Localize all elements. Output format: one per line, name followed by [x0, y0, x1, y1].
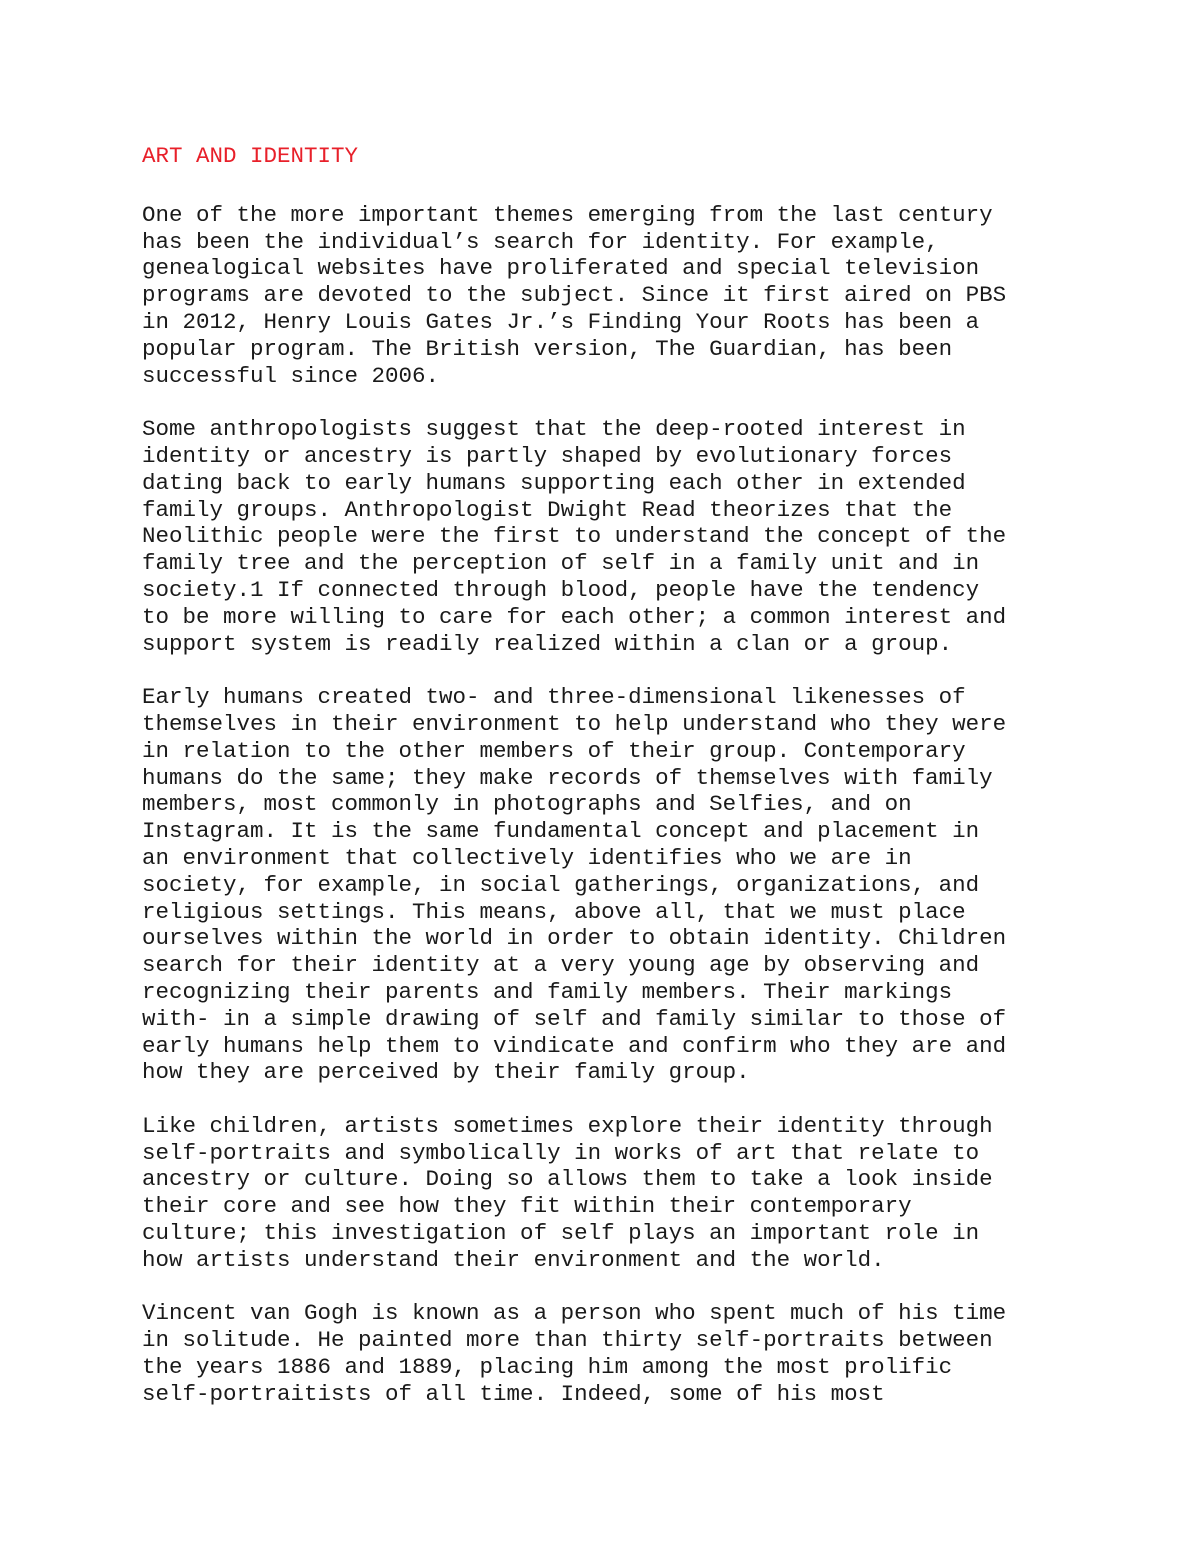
text-line: how they are perceived by their family group. — [142, 1059, 750, 1086]
text-line: family groups. Anthropologist Dwight Read theorizes that the — [142, 496, 953, 523]
text-line: the years 1886 and 1889, placing him among the most prolific — [142, 1354, 953, 1381]
text-line: recognizing their parents and family members. Their markings — [142, 978, 953, 1005]
text-line: genealogical websites have proliferated and special television — [142, 255, 980, 282]
text-line: identity or ancestry is partly shaped by evolutionary forces — [142, 442, 953, 469]
text-line: with- in a simple drawing of self and family similar to those of — [142, 1005, 1007, 1032]
text-line: Neolithic people were the first to understand the concept of the — [142, 523, 1007, 550]
paragraph-2 — [142, 416, 1142, 657]
text-line: themselves in their environment to help understand who they were — [142, 710, 1007, 737]
text-line: culture; this investigation of self plays an important role in — [142, 1220, 980, 1247]
text-line: support system is readily realized within a clan or a group. — [142, 630, 953, 657]
text-line: One of the more important themes emerging from the last century — [142, 201, 993, 228]
text-line: in solitude. He painted more than thirty self-portraits between — [142, 1327, 993, 1354]
text-line: in relation to the other members of their group. Contemporary — [142, 737, 966, 764]
text-line: how artists understand their environment and the world. — [142, 1246, 885, 1273]
text-line: dating back to early humans supporting each other in extended — [142, 469, 966, 496]
document-title: ART AND IDENTITY — [142, 143, 359, 169]
text-line: their core and see how they fit within their contemporary — [142, 1193, 912, 1220]
text-line: humans do the same; they make records of themselves with family — [142, 764, 993, 791]
text-line: self-portraitists of all time. Indeed, some of his most — [142, 1380, 885, 1407]
text-line: has been the individual’s search for identity. For example, — [142, 228, 939, 255]
text-line: early humans help them to vindicate and confirm who they are and — [142, 1032, 1007, 1059]
paragraph-1 — [142, 202, 1142, 390]
paragraph-4 — [142, 1113, 1142, 1274]
text-line: ancestry or culture. Doing so allows them to take a look inside — [142, 1166, 993, 1193]
text-line: an environment that collectively identifies who we are in — [142, 844, 912, 871]
text-line: members, most commonly in photographs and Selfies, and on — [142, 791, 912, 818]
text-line: successful since 2006. — [142, 362, 440, 389]
text-line: ourselves within the world in order to obtain identity. Children — [142, 925, 1007, 952]
text-line: family tree and the perception of self in a family unit and in — [142, 550, 980, 577]
paragraph-3 — [142, 684, 1142, 1086]
text-line: Vincent van Gogh is known as a person who spent much of his time — [142, 1300, 1007, 1327]
text-line: to be more willing to care for each other; a common interest and — [142, 603, 1007, 630]
text-line: Like children, artists sometimes explore their identity through — [142, 1112, 993, 1139]
text-line: in 2012, Henry Louis Gates Jr.’s Finding Your Roots has been a — [142, 308, 980, 335]
text-line: Some anthropologists suggest that the deep-rooted interest in — [142, 416, 966, 443]
text-line: popular program. The British version, The Guardian, has been — [142, 335, 953, 362]
text-line: search for their identity at a very young age by observing and — [142, 952, 980, 979]
text-line: self-portraits and symbolically in works of art that relate to — [142, 1139, 980, 1166]
text-line: society.1 If connected through blood, people have the tendency — [142, 576, 980, 603]
text-line: programs are devoted to the subject. Since it first aired on PBS — [142, 282, 1007, 309]
paragraph-5 — [142, 1300, 1142, 1407]
text-line: religious settings. This means, above all, that we must place — [142, 898, 966, 925]
text-line: Instagram. It is the same fundamental concept and placement in — [142, 818, 980, 845]
text-line: Early humans created two- and three-dimensional likenesses of — [142, 684, 966, 711]
document-body — [142, 143, 1142, 1408]
text-line: society, for example, in social gatherings, organizations, and — [142, 871, 980, 898]
